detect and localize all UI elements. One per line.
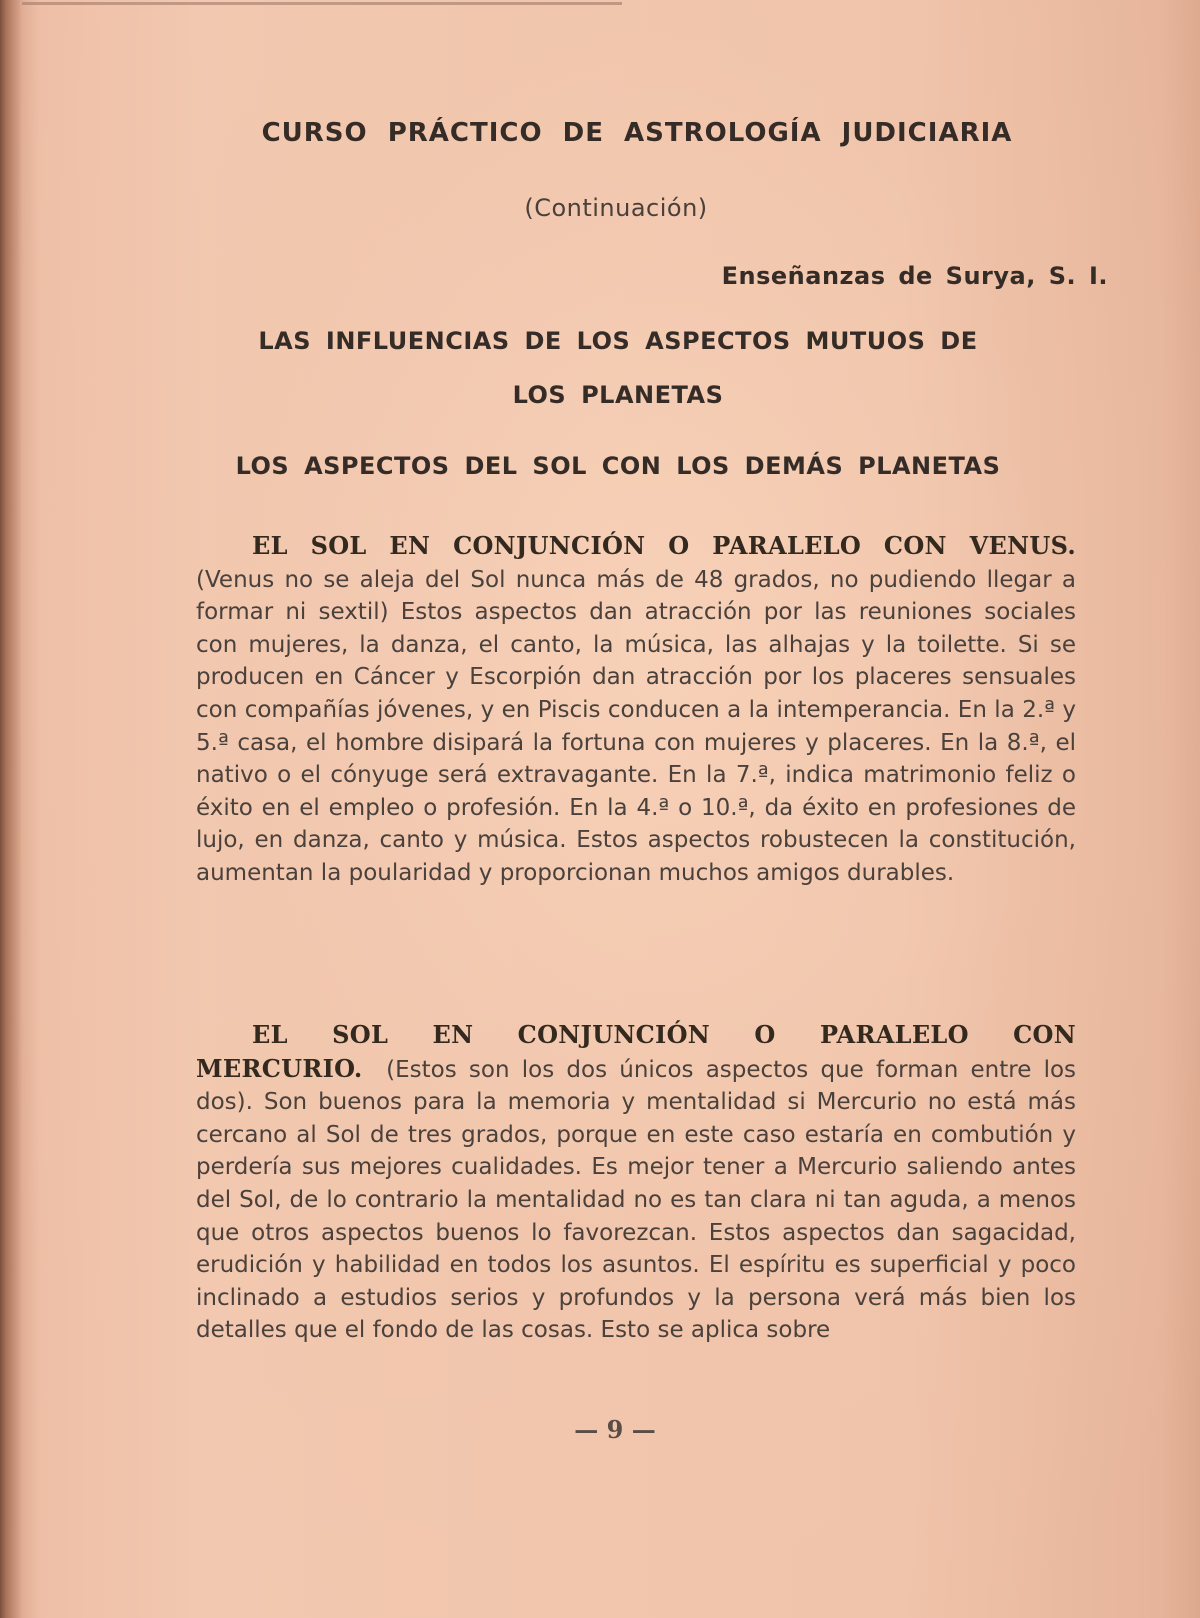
paragraph-body: (Venus no se aleja del Sol nunca más de 48 grados, no pudiendo llegar a formar ni sextil) Estos aspectos dan atracción por las reuniones sociales con mujeres, la danza, el canto, la música, las alhajas y la toilette. Si se producen en Cáncer y Escorpión dan atracción por los placeres sensuales con compañías jóvenes, y en Piscis conducen a la intemperancia. En la 2.ª y 5.ª casa, el hombre disipará la fortuna con mujeres y placeres. En la 8.ª, el nativo o el cónyuge será extravagante. En la 7.ª, indica matrimonio feliz o éxito en el empleo o profesión. En la 4.ª o 10.ª, da éxito en profesiones de lujo, en danza, canto y música. Estos aspectos robustecen la constitución, aumentan la poularidad y proporcionan muchos amigos durables. [196, 566, 1076, 886]
paragraph-venus [196, 530, 1076, 890]
author-line: Enseñanzas de Surya, S. I. [721, 262, 1108, 290]
section-title-line2: LOS PLANETAS [512, 381, 724, 409]
section-subtitle: LOS ASPECTOS DEL SOL CON LOS DEMÁS PLANETAS [235, 452, 1001, 480]
paragraph-body: (Estos son los dos únicos aspectos que forman entre los dos). Son buenos para la memoria y mentalidad si Mercurio no está más cercano al Sol de tres grados, porque en este caso estaría en combutión y perdería sus mejores cualidades. Es mejor tener a Mercurio saliendo antes del Sol, de lo contrario la mentalidad no es tan clara ni tan aguda, a menos que otros aspectos buenos lo favorezcan. Estos aspectos dan sagacidad, erudición y habilidad en todos los asuntos. El espíritu es superficial y poco inclinado a estudios serios y profundos y la persona verá más bien los detalles que el fondo de las cosas. Esto se aplica sobre [196, 1056, 1077, 1344]
binding-edge [0, 0, 22, 1618]
continuation-note: (Continuación) [524, 194, 708, 222]
paragraph-heading: EL SOL EN CONJUNCIÓN O PARALELO CON VENUS. [252, 531, 1076, 560]
main-title: CURSO PRÁCTICO DE ASTROLOGÍA JUDICIARIA [261, 118, 1013, 148]
paragraph-heading: EL SOL EN CONJUNCIÓN O PARALELO CON MERCURIO. [196, 1020, 1076, 1083]
top-edge-line [22, 2, 622, 5]
page-number: — 9 — [574, 1415, 656, 1444]
section-title-line1: LAS INFLUENCIAS DE LOS ASPECTOS MUTUOS DE [258, 327, 978, 355]
paragraph-mercurio [196, 1019, 1076, 1347]
